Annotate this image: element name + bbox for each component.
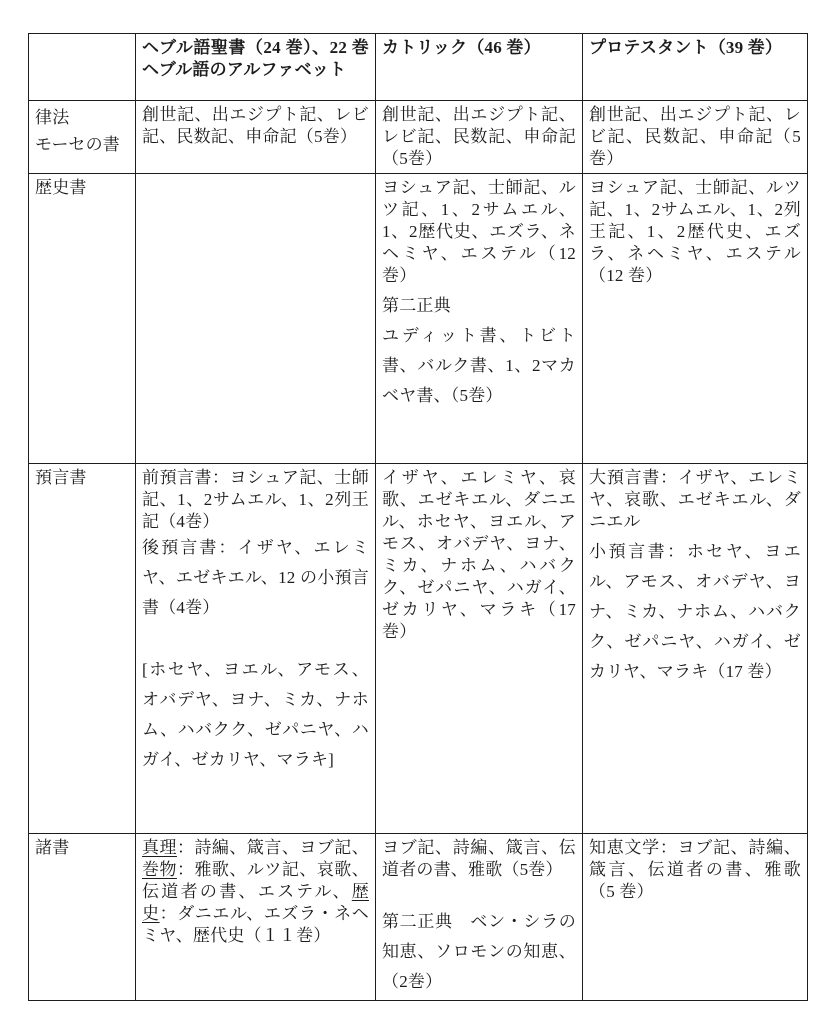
header-protestant	[583, 34, 808, 101]
header-catholic-label: カトリック（46 巻）	[382, 38, 541, 57]
cell-writings-protestant	[583, 834, 808, 1001]
prophets-protestant-minor: 小預言書：ホセヤ、ヨエル、アモス、オバデヤ、ヨナ、ミカ、ナホム、ハバクク、ゼパニヤ、ハガイ、ゼカリヤ、マラキ（17 巻）	[589, 542, 801, 681]
header-hebrew-label: ヘブル語聖書（24 巻）、22 巻ヘブル語のアルファベット	[142, 38, 369, 79]
cell-law-catholic	[376, 101, 583, 174]
writings-truth-heading: 真理	[142, 838, 177, 857]
table-row-prophets	[29, 464, 808, 834]
writings-hebrew-books	[142, 837, 369, 947]
cell-prophets-hebrew	[136, 464, 376, 834]
law-label-line2: モーセの書	[35, 135, 120, 154]
history-label: 歴史書	[35, 178, 87, 197]
table-row-law	[29, 101, 808, 174]
table-header-row	[29, 34, 808, 101]
cell-history-label	[29, 174, 136, 464]
writings-history-books: ：ダニエル、エズラ・ネヘミヤ、歴代史（１１巻）	[142, 904, 370, 945]
law-label-line1: 律法	[35, 108, 70, 127]
table-row-writings	[29, 834, 808, 1001]
cell-writings-catholic	[376, 834, 583, 1001]
bible-canon-comparison-table	[28, 33, 808, 1001]
cell-law-label	[29, 101, 136, 174]
table-row-history	[29, 174, 808, 464]
writings-scrolls-books: ：雅歌、ルツ記、哀歌、伝道者の書、エステル、	[142, 860, 369, 901]
cell-law-protestant	[583, 101, 808, 174]
history-protestant-books: ヨシュア記、士師記、ルツ記、1、2サムエル、1、2列王記、1、2歴代史、エズラ、ネヘミヤ、エステル（12 巻）	[589, 178, 801, 285]
cell-writings-hebrew	[136, 834, 376, 1001]
writings-truth-books: ：詩編、箴言、ヨブ記、	[176, 838, 369, 857]
law-catholic-books: 創世記、出エジプト記、レビ記、民数記、申命記（5巻）	[382, 105, 576, 168]
writings-catholic-books: ヨブ記、詩編、箴言、伝道者の書、雅歌（5巻）	[382, 838, 576, 879]
cell-history-protestant	[583, 174, 808, 464]
writings-history-heading: 歴史	[142, 882, 369, 923]
cell-law-hebrew	[136, 101, 376, 174]
law-protestant-books: 創世記、出エジプト記、レビ記、民数記、申命記（5巻）	[589, 105, 801, 168]
writings-protestant-books: 知恵文学：ヨブ記、詩編、箴言、伝道者の書、雅歌（5 巻）	[589, 838, 801, 901]
cell-prophets-catholic	[376, 464, 583, 834]
prophets-catholic-books: イザヤ、エレミヤ、哀歌、エゼキエル、ダニエル、ホセヤ、ヨエル、アモス、オバデヤ、ヨナ、ミカ、ナホム、ハバクク、ゼパニヤ、ハガイ、ゼカリヤ、マラキ（17 巻）	[382, 468, 576, 641]
cell-prophets-protestant	[583, 464, 808, 834]
header-catholic	[376, 34, 583, 101]
cell-writings-label	[29, 834, 136, 1001]
history-catholic-deuterocanon-heading: 第二正典	[382, 296, 451, 315]
prophets-hebrew-latter: 後預言書：イザヤ、エレミヤ、エゼキエル、12 の小預言書（4巻）	[142, 538, 369, 617]
header-protestant-label: プロテスタント（39 巻）	[589, 38, 783, 57]
history-catholic-books: ヨシュア記、士師記、ルツ記、1、2サムエル、1、2歴代史、エズラ、ネヘミヤ、エステル（12 巻）	[382, 178, 576, 285]
writings-scrolls-heading: 巻物	[142, 860, 177, 879]
writings-label: 諸書	[35, 838, 70, 857]
prophets-protestant-major: 大預言書：イザヤ、エレミヤ、哀歌、エゼキエル、ダニエル	[589, 468, 801, 531]
prophets-hebrew-former: 前預言書：ヨシュア記、士師記、1、2サムエル、1、2列王記（4巻）	[142, 468, 369, 531]
cell-prophets-label	[29, 464, 136, 834]
cell-history-catholic	[376, 174, 583, 464]
prophets-label: 預言書	[35, 468, 87, 487]
writings-catholic-deuterocanon: 第二正典 ベン・シラの知恵、ソロモンの知恵、（2巻）	[382, 912, 576, 991]
prophets-hebrew-minor-list: [ホセヤ、ヨエル、アモス、オバデヤ、ヨナ、ミカ、ナホム、ハバクク、ゼパニヤ、ハガイ、ゼカリヤ、マラキ]	[142, 660, 369, 769]
history-catholic-deuterocanon-books: ユディット書、トビト書、バルク書、1、2マカベヤ書、（5巻）	[382, 326, 576, 405]
header-category-cell	[29, 34, 136, 101]
header-hebrew-bible	[136, 34, 376, 101]
law-hebrew-books: 創世記、出エジプト記、レビ記、民数記、申命記（5巻）	[142, 105, 369, 146]
cell-history-hebrew	[136, 174, 376, 464]
